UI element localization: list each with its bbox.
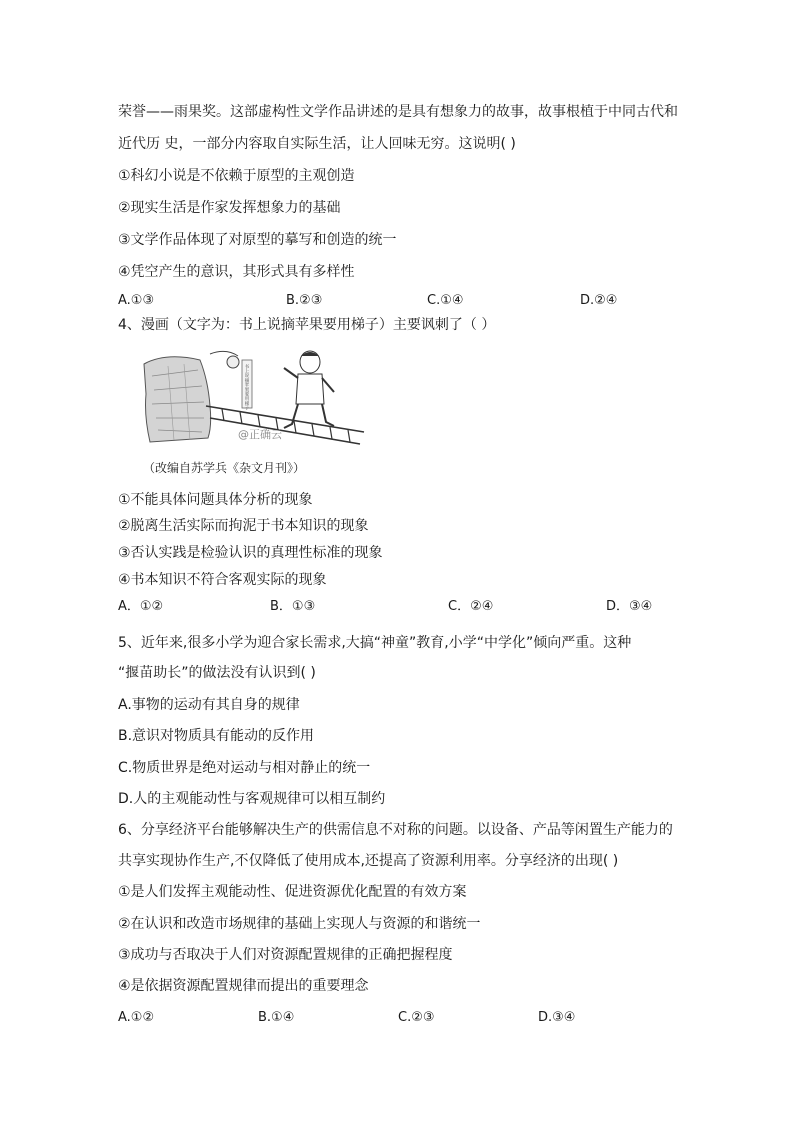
q6-item-2: ②在认识和改造市场规律的基础上实现人与资源的和谐统一 bbox=[118, 916, 481, 932]
q4-item-1: ①不能具体问题具体分析的现象 bbox=[118, 492, 313, 508]
cartoon-caption: （改编自苏学兵《杂文月刊》） bbox=[143, 461, 306, 475]
q3-stem-line-1: 荣誉——雨果奖。这部虚构性文学作品讲述的是具有想象力的故事，故事根植于中同古代和 bbox=[118, 104, 678, 120]
q3-option-a: A.①③ bbox=[118, 293, 155, 308]
q5-option-a: A.事物的运动有其自身的规律 bbox=[118, 697, 300, 713]
q3-option-c: C.①④ bbox=[427, 293, 464, 308]
cartoon-sign-text: 书上说摘苹果要用梯子 bbox=[244, 365, 250, 412]
q5-option-d: D.人的主观能动性与客观规律可以相互制约 bbox=[118, 791, 386, 807]
q4-option-a: A．①② bbox=[118, 599, 164, 614]
cartoon-image bbox=[138, 346, 370, 446]
q4-option-b: B．①③ bbox=[270, 599, 316, 614]
q3-option-d: D.②④ bbox=[580, 293, 618, 308]
q5-stem-line-1: 5、近年来,很多小学为迎合家长需求,大搞“神童”教育,小学“中学化”倾向严重。这种 bbox=[118, 635, 632, 651]
q4-item-3: ③否认实践是检验认识的真理性标准的现象 bbox=[118, 545, 383, 561]
q6-option-b: B.①④ bbox=[258, 1010, 295, 1025]
q4-item-2: ②脱离生活实际而拘泥于书本知识的现象 bbox=[118, 518, 369, 534]
q4-item-4: ④书本知识不符合客观实际的现象 bbox=[118, 572, 327, 588]
q6-stem-line-2: 共享实现协作生产,不仅降低了使用成本,还提高了资源利用率。分享经济的出现( ) bbox=[118, 853, 619, 869]
q6-item-1: ①是人们发挥主观能动性、促进资源优化配置的有效方案 bbox=[118, 884, 467, 900]
q3-item-3: ③文学作品体现了对原型的摹写和创造的统一 bbox=[118, 232, 397, 248]
q4-stem: 4、漫画（文字为：书上说摘苹果要用梯子）主要讽刺了（ ） bbox=[118, 317, 496, 333]
q3-option-b: B.②③ bbox=[286, 293, 323, 308]
q3-item-2: ②现实生活是作家发挥想象力的基础 bbox=[118, 200, 341, 216]
q4-option-c: C．②④ bbox=[448, 599, 494, 614]
q6-stem-line-1: 6、分享经济平台能够解决生产的供需信息不对称的问题。以设备、产品等闲置生产能力的 bbox=[118, 822, 673, 838]
q3-item-1: ①科幻小说是不依赖于原型的主观创造 bbox=[118, 168, 355, 184]
q4-option-d: D．③④ bbox=[606, 599, 653, 614]
q6-option-c: C.②③ bbox=[398, 1010, 435, 1025]
q3-item-4: ④凭空产生的意识，其形式具有多样性 bbox=[118, 264, 355, 280]
q5-option-c: C.物质世界是绝对运动与相对静止的统一 bbox=[118, 760, 371, 776]
q6-item-4: ④是依据资源配置规律而提出的重要理念 bbox=[118, 978, 369, 994]
q5-stem-line-2: “揠苗助长”的做法没有认识到( ) bbox=[118, 665, 316, 681]
q3-stem-line-2: 近代历 史，一部分内容取自实际生活，让人回味无穷。这说明( ) bbox=[118, 136, 516, 152]
q6-option-a: A.①② bbox=[118, 1010, 155, 1025]
cartoon-watermark: @正确云 bbox=[238, 428, 282, 441]
q6-item-3: ③成功与否取决于人们对资源配置规律的正确把握程度 bbox=[118, 947, 453, 963]
q6-option-d: D.③④ bbox=[538, 1010, 576, 1025]
q5-option-b: B.意识对物质具有能动的反作用 bbox=[118, 728, 315, 744]
